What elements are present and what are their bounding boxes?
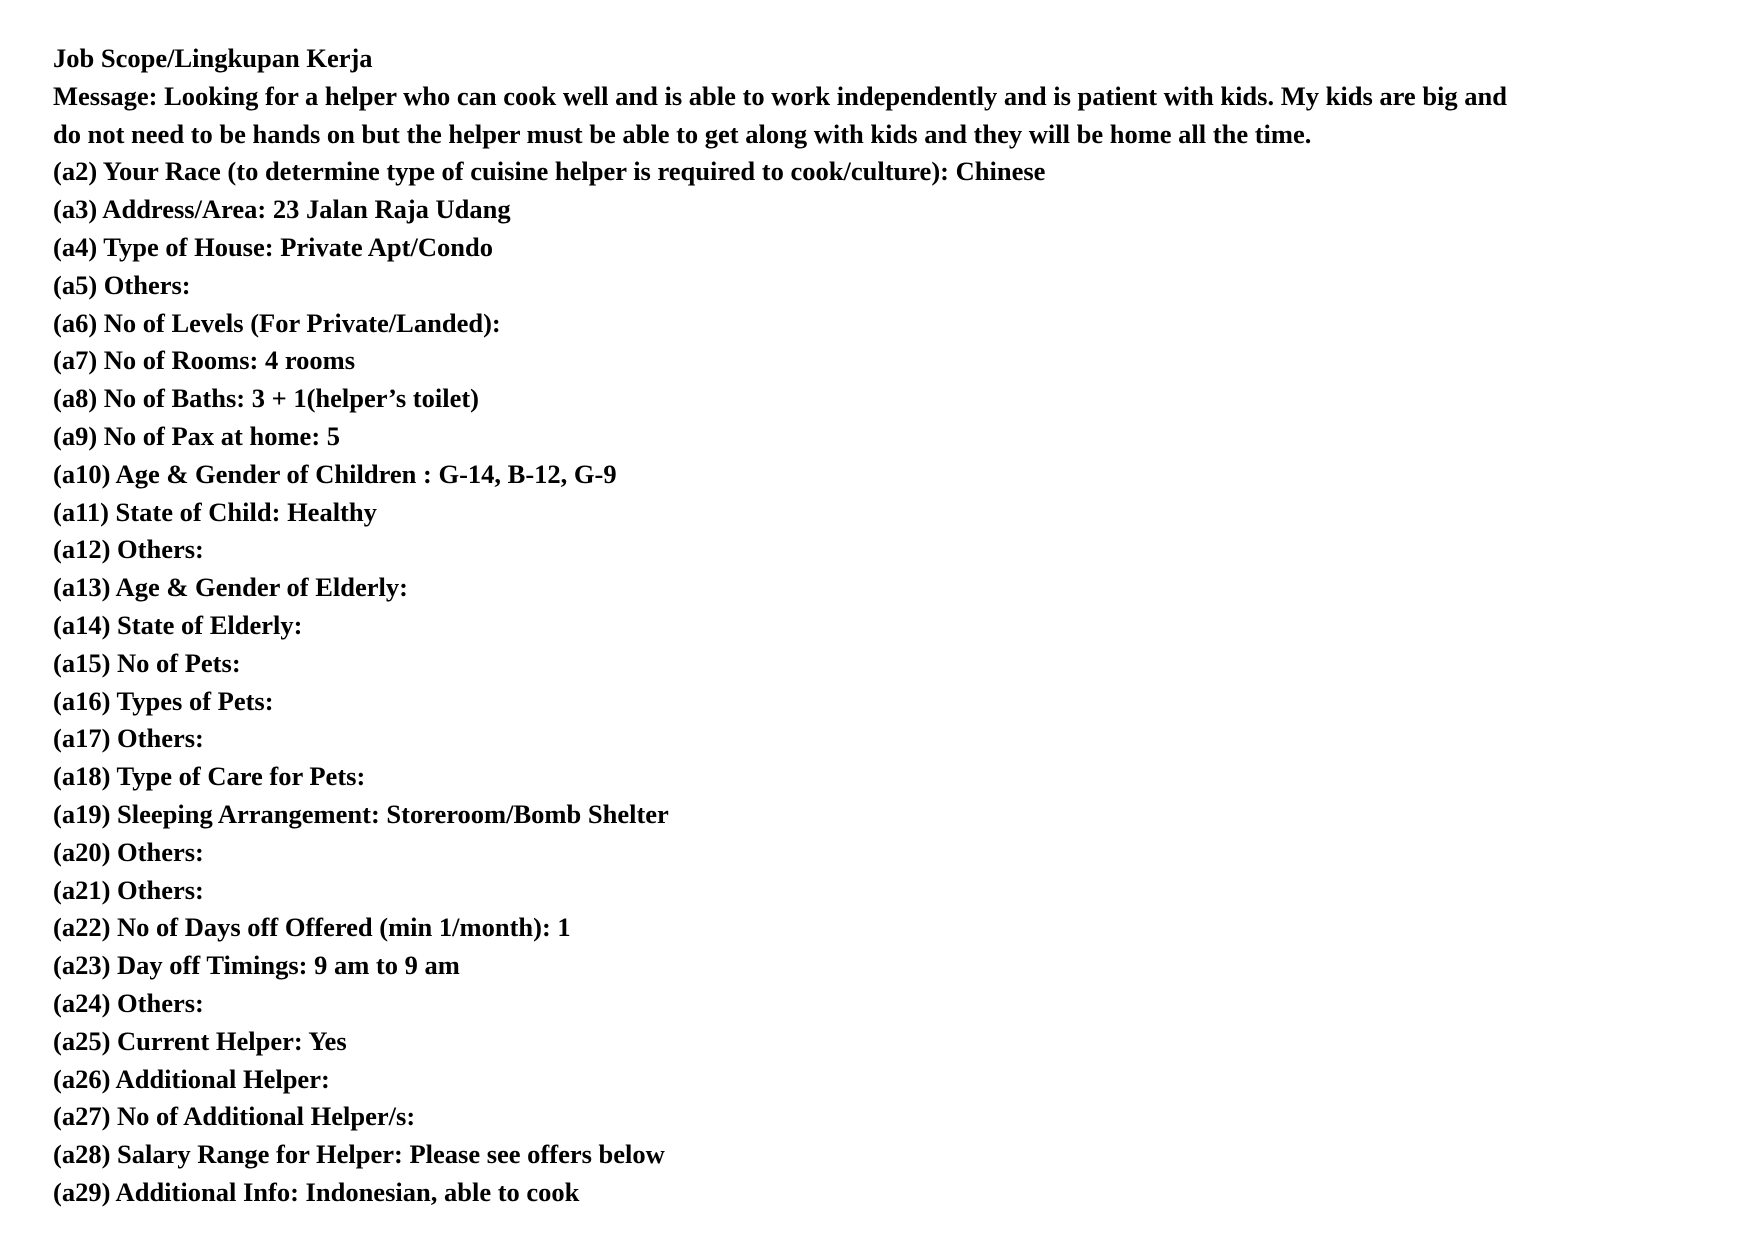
field-a10-children: (a10) Age & Gender of Children : G-14, B-12, G-9 — [53, 458, 617, 489]
field-a28-salary-range: (a28) Salary Range for Helper: Please see offers below — [53, 1139, 665, 1170]
field-a7-rooms: (a7) No of Rooms: 4 rooms — [53, 345, 356, 376]
field-a8-baths: (a8) No of Baths: 3 + 1(helper’s toilet) — [53, 383, 480, 414]
field-a20-others: (a20) Others: — [53, 836, 204, 867]
field-a6-levels: (a6) No of Levels (For Private/Landed): — [53, 307, 501, 338]
field-a19-sleeping: (a19) Sleeping Arrangement: Storeroom/Bomb Shelter — [53, 798, 669, 829]
field-a21-others: (a21) Others: — [53, 874, 204, 905]
field-a16-pet-types: (a16) Types of Pets: — [53, 685, 274, 716]
field-a18-pet-care: (a18) Type of Care for Pets: — [53, 761, 366, 792]
field-a3-address: (a3) Address/Area: 23 Jalan Raja Udang — [53, 194, 511, 225]
field-a27-additional-helper-count: (a27) No of Additional Helper/s: — [53, 1101, 416, 1132]
field-a23-day-off-timings: (a23) Day off Timings: 9 am to 9 am — [53, 950, 460, 981]
field-a26-additional-helper: (a26) Additional Helper: — [53, 1063, 330, 1094]
field-a24-others: (a24) Others: — [53, 987, 204, 1018]
field-a5-others: (a5) Others: — [53, 269, 191, 300]
document-heading: Job Scope/Lingkupan Kerja — [53, 43, 373, 73]
message-line-2: do not need to be hands on but the helper must be able to get along with kids and they will be home all the time. — [53, 118, 1312, 149]
field-a15-pets-count: (a15) No of Pets: — [53, 647, 241, 678]
field-a17-others: (a17) Others: — [53, 723, 204, 754]
job-scope-document — [53, 40, 1703, 1212]
field-a9-pax: (a9) No of Pax at home: 5 — [53, 420, 341, 451]
field-a4-house-type: (a4) Type of House: Private Apt/Condo — [53, 231, 493, 262]
field-a22-days-off: (a22) No of Days off Offered (min 1/month): 1 — [53, 912, 571, 943]
field-a11-child-state: (a11) State of Child: Healthy — [53, 496, 377, 527]
message-line-1: Message: Looking for a helper who can cook well and is able to work independently and is patient with kids. My kids are big and — [53, 80, 1508, 111]
field-a29-additional-info: (a29) Additional Info: Indonesian, able to cook — [53, 1176, 580, 1207]
field-a14-elderly-state: (a14) State of Elderly: — [53, 609, 303, 640]
field-a25-current-helper: (a25) Current Helper: Yes — [53, 1025, 347, 1056]
field-a13-elderly: (a13) Age & Gender of Elderly: — [53, 572, 408, 603]
field-a12-others: (a12) Others: — [53, 534, 204, 565]
field-a2-race: (a2) Your Race (to determine type of cuisine helper is required to cook/culture): Chinese — [53, 156, 1046, 187]
